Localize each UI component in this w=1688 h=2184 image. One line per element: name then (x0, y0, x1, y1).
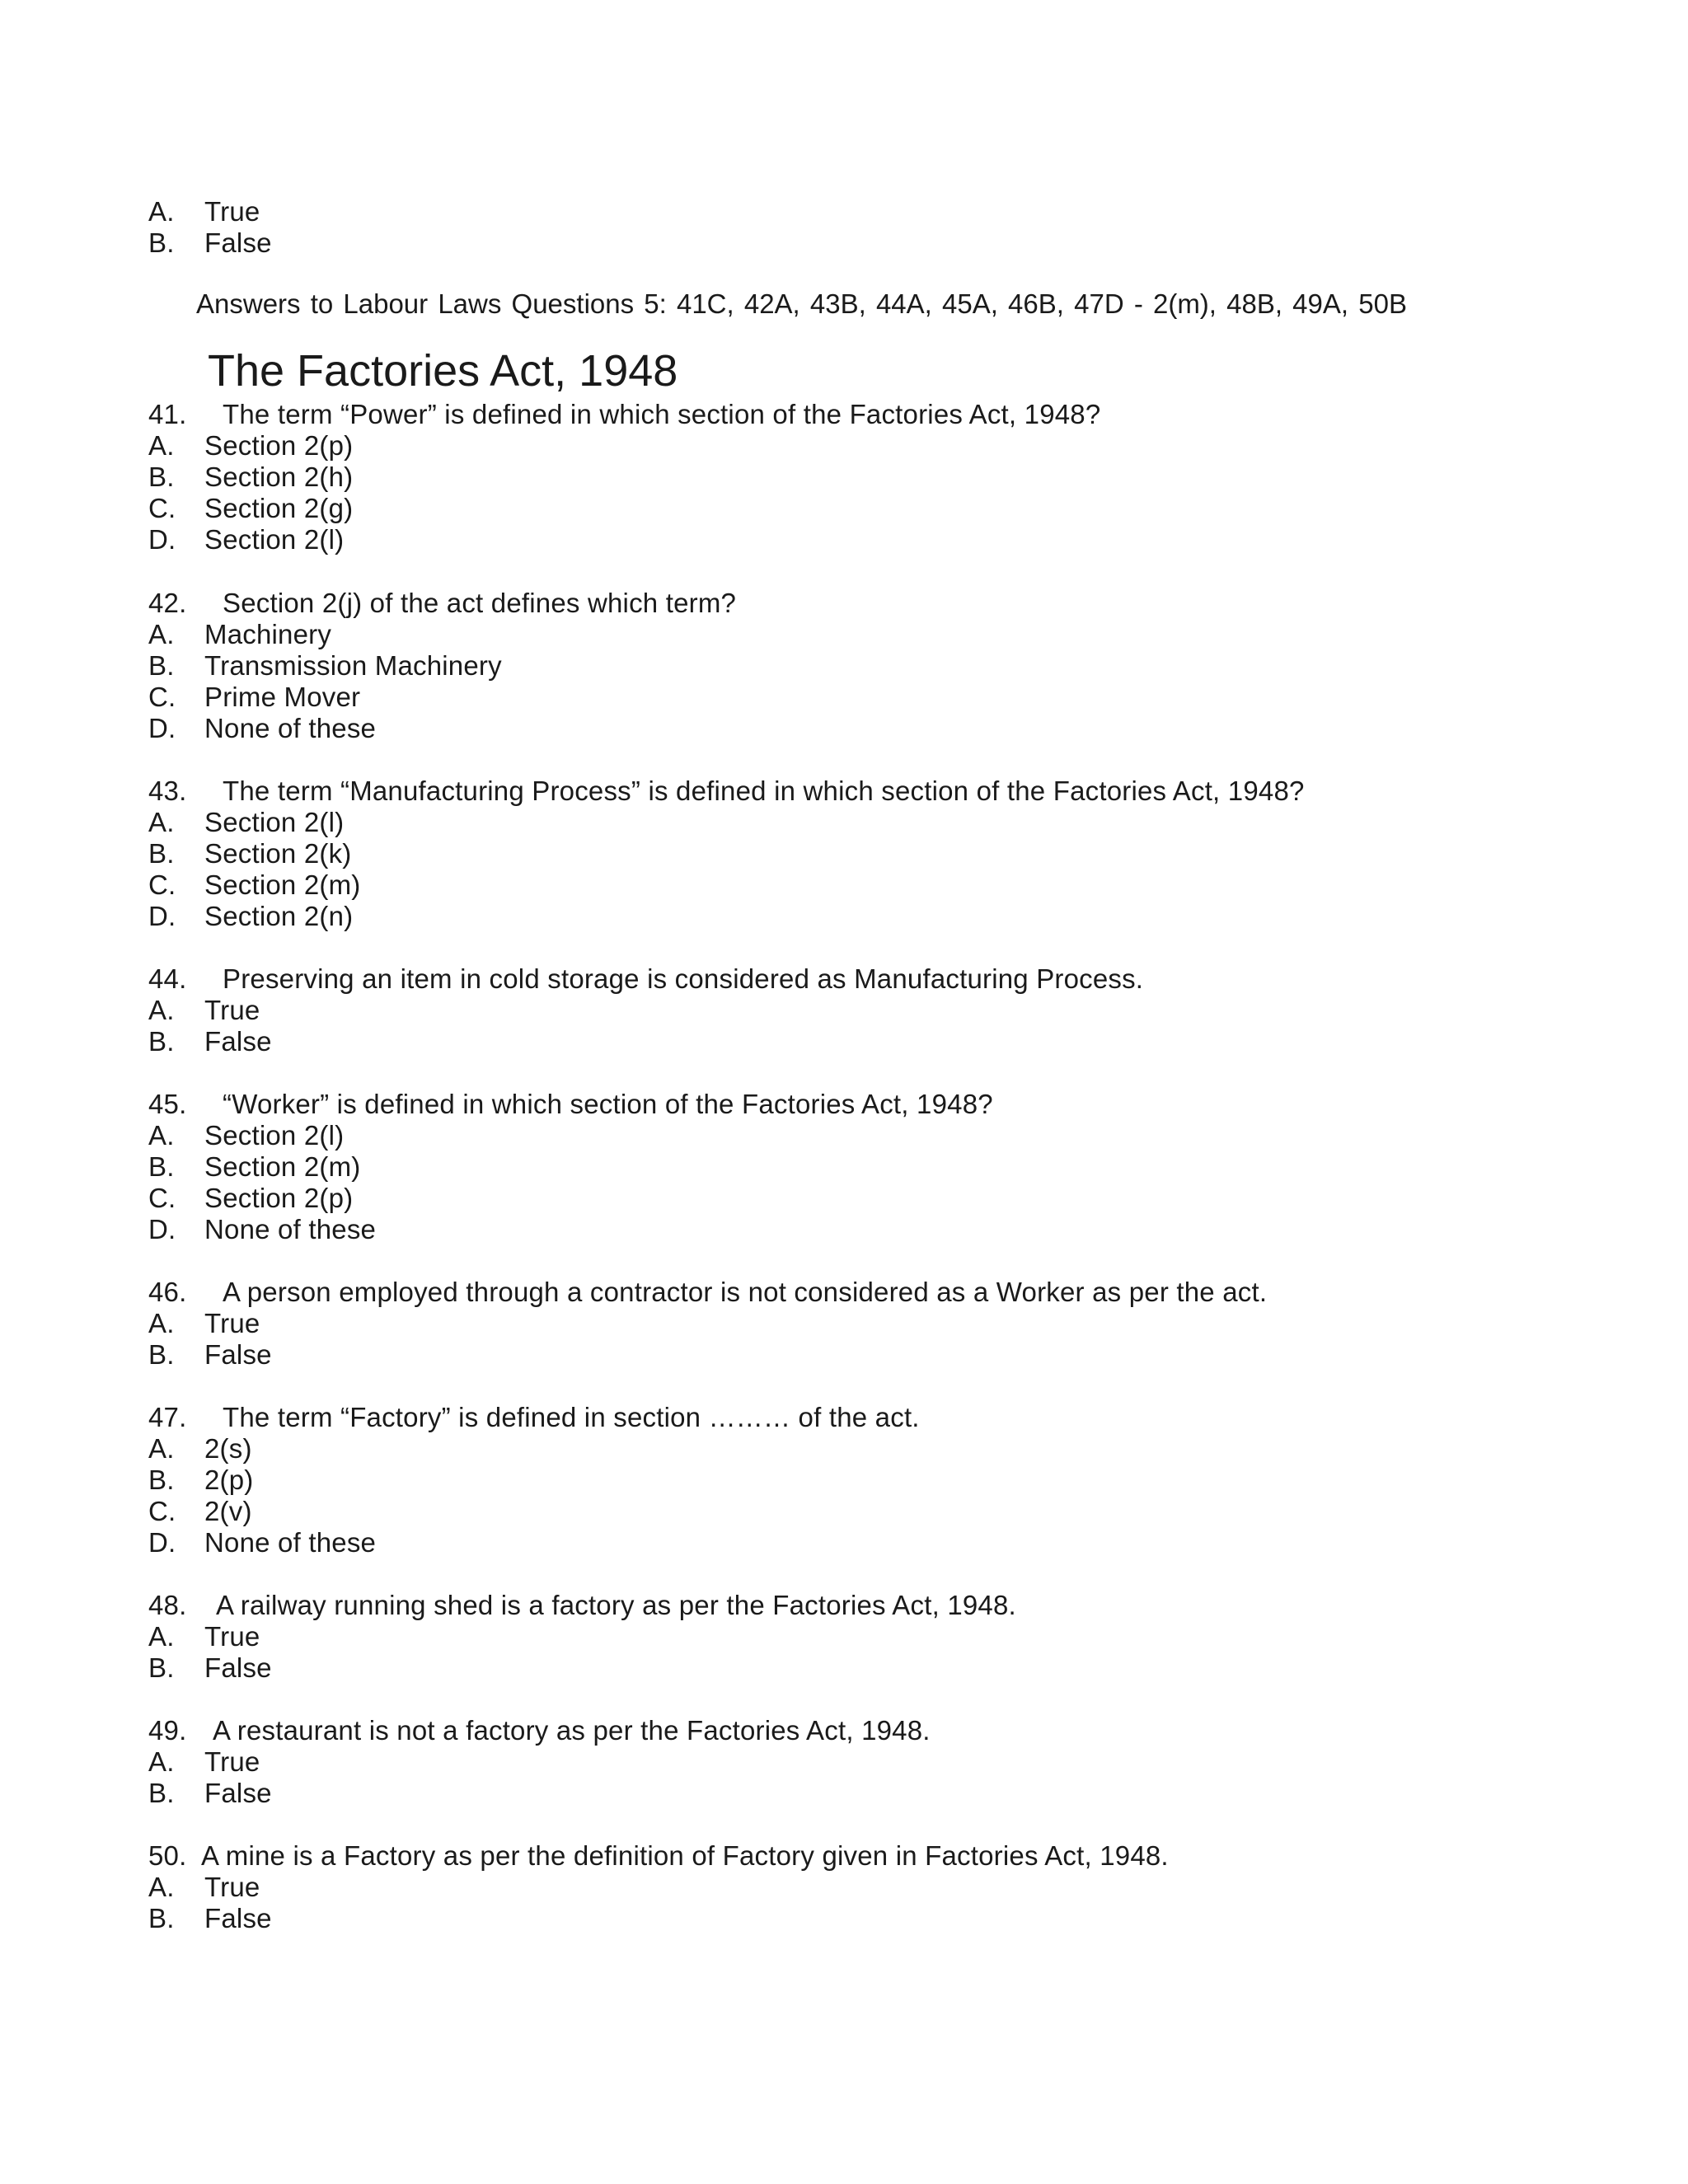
option-text: 2(v) (204, 1496, 252, 1526)
option-letter: B. (148, 1778, 175, 1808)
option-text: True (204, 995, 260, 1025)
option-text: False (204, 1903, 272, 1933)
option-letter: A. (148, 1308, 175, 1338)
option-letter: B. (148, 1339, 175, 1370)
option-text: Section 2(l) (204, 807, 345, 837)
option-letter: B. (148, 1903, 175, 1933)
option-letter: A. (148, 995, 175, 1025)
option-text: False (204, 1339, 272, 1370)
option-text: None of these (204, 1527, 377, 1558)
question-number: 44. (148, 963, 187, 994)
option-text: False (204, 1778, 272, 1808)
option-letter: B. (148, 838, 175, 869)
option-text: Section 2(h) (204, 462, 354, 492)
option-letter: C. (148, 869, 176, 900)
option-letter: D. (148, 1527, 176, 1558)
option-text: Section 2(g) (204, 493, 354, 523)
option-text: True (204, 1621, 260, 1652)
question-number: 49. (148, 1715, 187, 1746)
question-text: A railway running shed is a factory as per the Factories Act, 1948. (216, 1590, 1016, 1620)
answers-line: Answers to Labour Laws Questions 5: 41C, 42A, 43B, 44A, 45A, 46B, 47D - 2(m), 48B, 49A, 50B (196, 288, 1407, 319)
option-letter: A. (148, 1872, 175, 1902)
option-text: True (204, 1746, 260, 1777)
question-number: 46. (148, 1277, 187, 1307)
option-letter: D. (148, 524, 176, 555)
question-number: 50. (148, 1840, 187, 1871)
section-title: The Factories Act, 1948 (208, 346, 678, 396)
option-letter: C. (148, 493, 176, 523)
option-letter: A. (148, 1621, 175, 1652)
question-text: The term “Factory” is defined in section ……… of the act. (223, 1402, 920, 1432)
option-letter: C. (148, 1496, 176, 1526)
option-letter: B. (148, 1151, 175, 1182)
question-text: “Worker” is defined in which section of the Factories Act, 1948? (223, 1089, 993, 1119)
option-letter: D. (148, 1214, 176, 1244)
option-letter: A. (148, 196, 175, 227)
option-text: Machinery (204, 619, 332, 649)
option-text: True (204, 196, 260, 227)
option-letter: A. (148, 619, 175, 649)
option-text: Section 2(k) (204, 838, 352, 869)
option-text: 2(s) (204, 1433, 252, 1464)
question-text: The term “Manufacturing Process” is defined in which section of the Factories Act, 1948? (223, 776, 1305, 806)
question-text: Section 2(j) of the act defines which term? (223, 588, 737, 618)
option-letter: A. (148, 807, 175, 837)
option-text: None of these (204, 713, 377, 743)
option-text: Section 2(l) (204, 1120, 345, 1151)
question-text: Preserving an item in cold storage is considered as Manufacturing Process. (223, 963, 1144, 994)
option-letter: B. (148, 227, 175, 258)
option-letter: C. (148, 1183, 176, 1213)
option-letter: A. (148, 1120, 175, 1151)
option-letter: B. (148, 462, 175, 492)
option-letter: A. (148, 1746, 175, 1777)
option-letter: B. (148, 1465, 175, 1495)
option-letter: B. (148, 650, 175, 681)
question-text: A person employed through a contractor is not considered as a Worker as per the act. (223, 1277, 1268, 1307)
option-letter: D. (148, 713, 176, 743)
option-text: Section 2(l) (204, 524, 345, 555)
option-letter: A. (148, 1433, 175, 1464)
option-letter: B. (148, 1652, 175, 1683)
question-text: The term “Power” is defined in which section of the Factories Act, 1948? (223, 399, 1101, 429)
question-text: A mine is a Factory as per the definition of Factory given in Factories Act, 1948. (201, 1840, 1169, 1871)
option-text: Section 2(m) (204, 869, 361, 900)
option-text: True (204, 1872, 260, 1902)
question-number: 48. (148, 1590, 187, 1620)
option-text: Section 2(n) (204, 901, 354, 931)
option-letter: A. (148, 430, 175, 461)
option-text: False (204, 1652, 272, 1683)
question-number: 41. (148, 399, 187, 429)
option-text: Prime Mover (204, 682, 361, 712)
option-text: True (204, 1308, 260, 1338)
option-text: None of these (204, 1214, 377, 1244)
question-number: 42. (148, 588, 187, 618)
option-text: Section 2(p) (204, 1183, 354, 1213)
option-text: 2(p) (204, 1465, 254, 1495)
question-number: 43. (148, 776, 187, 806)
option-letter: D. (148, 901, 176, 931)
question-number: 47. (148, 1402, 187, 1432)
option-text: Section 2(m) (204, 1151, 361, 1182)
option-text: False (204, 1026, 272, 1057)
option-letter: C. (148, 682, 176, 712)
option-letter: B. (148, 1026, 175, 1057)
option-text: Transmission Machinery (204, 650, 502, 681)
option-text: False (204, 227, 272, 258)
option-text: Section 2(p) (204, 430, 354, 461)
question-number: 45. (148, 1089, 187, 1119)
question-text: A restaurant is not a factory as per the Factories Act, 1948. (213, 1715, 931, 1746)
